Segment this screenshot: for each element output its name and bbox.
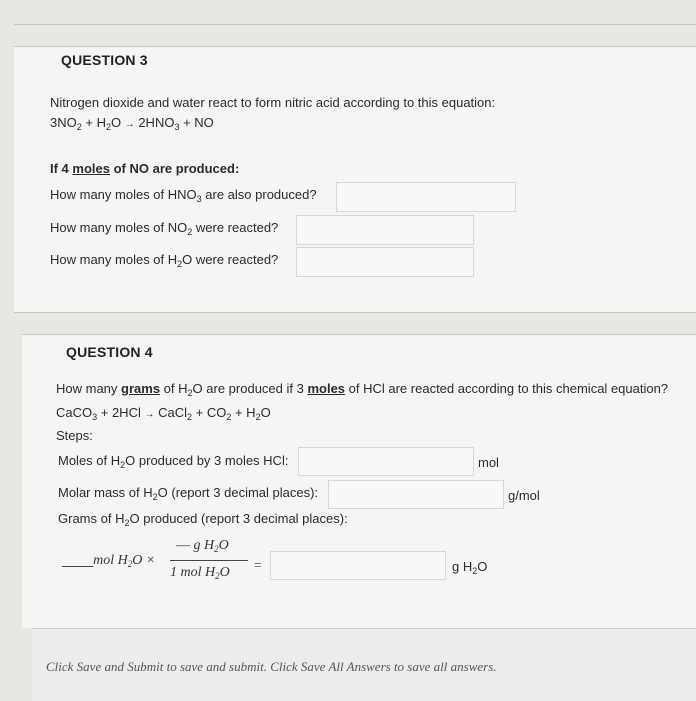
h2o-moles-input[interactable]: [296, 247, 474, 277]
step-1-unit: mol: [478, 455, 499, 470]
step-2-label: Molar mass of $H_2O$ (report 3 decimal places):: [58, 485, 319, 502]
step-3-label: Grams of $H_2O$ produced (report 3 decimal places):: [58, 511, 348, 528]
no2-moles-input[interactable]: [296, 215, 474, 245]
formula-left-term: ____mol $H_2O$ ×: [62, 551, 156, 569]
question-3-intro: Nitrogen dioxide and water react to form nitric acid according to this equation:: [50, 95, 496, 110]
question-4-equation: CaCO$_3$ + 2HCl → CaCl$_2$ + $CO_2 + H_2O$: [56, 405, 271, 422]
formula-numerator: — g $H_2O$: [176, 538, 229, 554]
question-4-title: QUESTION 4: [66, 344, 153, 360]
submission-footer: [32, 628, 696, 701]
reaction-arrow-icon: →: [144, 409, 155, 420]
formula-equals: =: [254, 557, 262, 572]
question-4-prompt: How many grams of $H_2O$ are produced if 3 moles of HCl are reacted according to this chemical equation?: [56, 381, 669, 398]
question-3-equation: $3NO_2 + H_2O \to 2HNO_3$ + NO: [50, 115, 214, 132]
formula-fraction-bar: [170, 560, 248, 561]
grams-h2o-input[interactable]: [270, 551, 446, 580]
h2o-moles-from-hcl-input[interactable]: [298, 447, 474, 476]
question-3-top-border: [14, 46, 696, 47]
save-instructions: Click Save and Submit to save and submit. Click Save All Answers to save all answers.: [46, 659, 497, 674]
question-3-title: QUESTION 3: [61, 52, 148, 68]
steps-label: Steps:: [56, 428, 93, 443]
question-3-part-2-label: How many moles of $NO_2$ were reacted?: [50, 220, 279, 237]
question-4-top-border: [22, 334, 696, 335]
question-3-part-1-label: How many moles of $HNO_3$ are also produced?: [50, 187, 317, 204]
question-3-part-3-label: How many moles of $H_2O$ were reacted?: [50, 252, 279, 269]
step-2-unit: g/mol: [508, 488, 540, 503]
reaction-arrow-icon: →: [124, 119, 135, 130]
top-divider: [14, 24, 696, 25]
step-1-label: Moles of $H_2O$ produced by 3 moles HCl:: [58, 453, 289, 470]
question-3-bottom-border: [14, 312, 696, 313]
formula-denominator: 1 mol $H_2O$: [170, 565, 230, 581]
molar-mass-input[interactable]: [328, 480, 504, 509]
hno3-moles-input[interactable]: [336, 182, 516, 212]
question-3-condition: If 4 moles of NO are produced:: [50, 161, 240, 176]
formula-unit: g $H_2O$: [452, 559, 488, 576]
